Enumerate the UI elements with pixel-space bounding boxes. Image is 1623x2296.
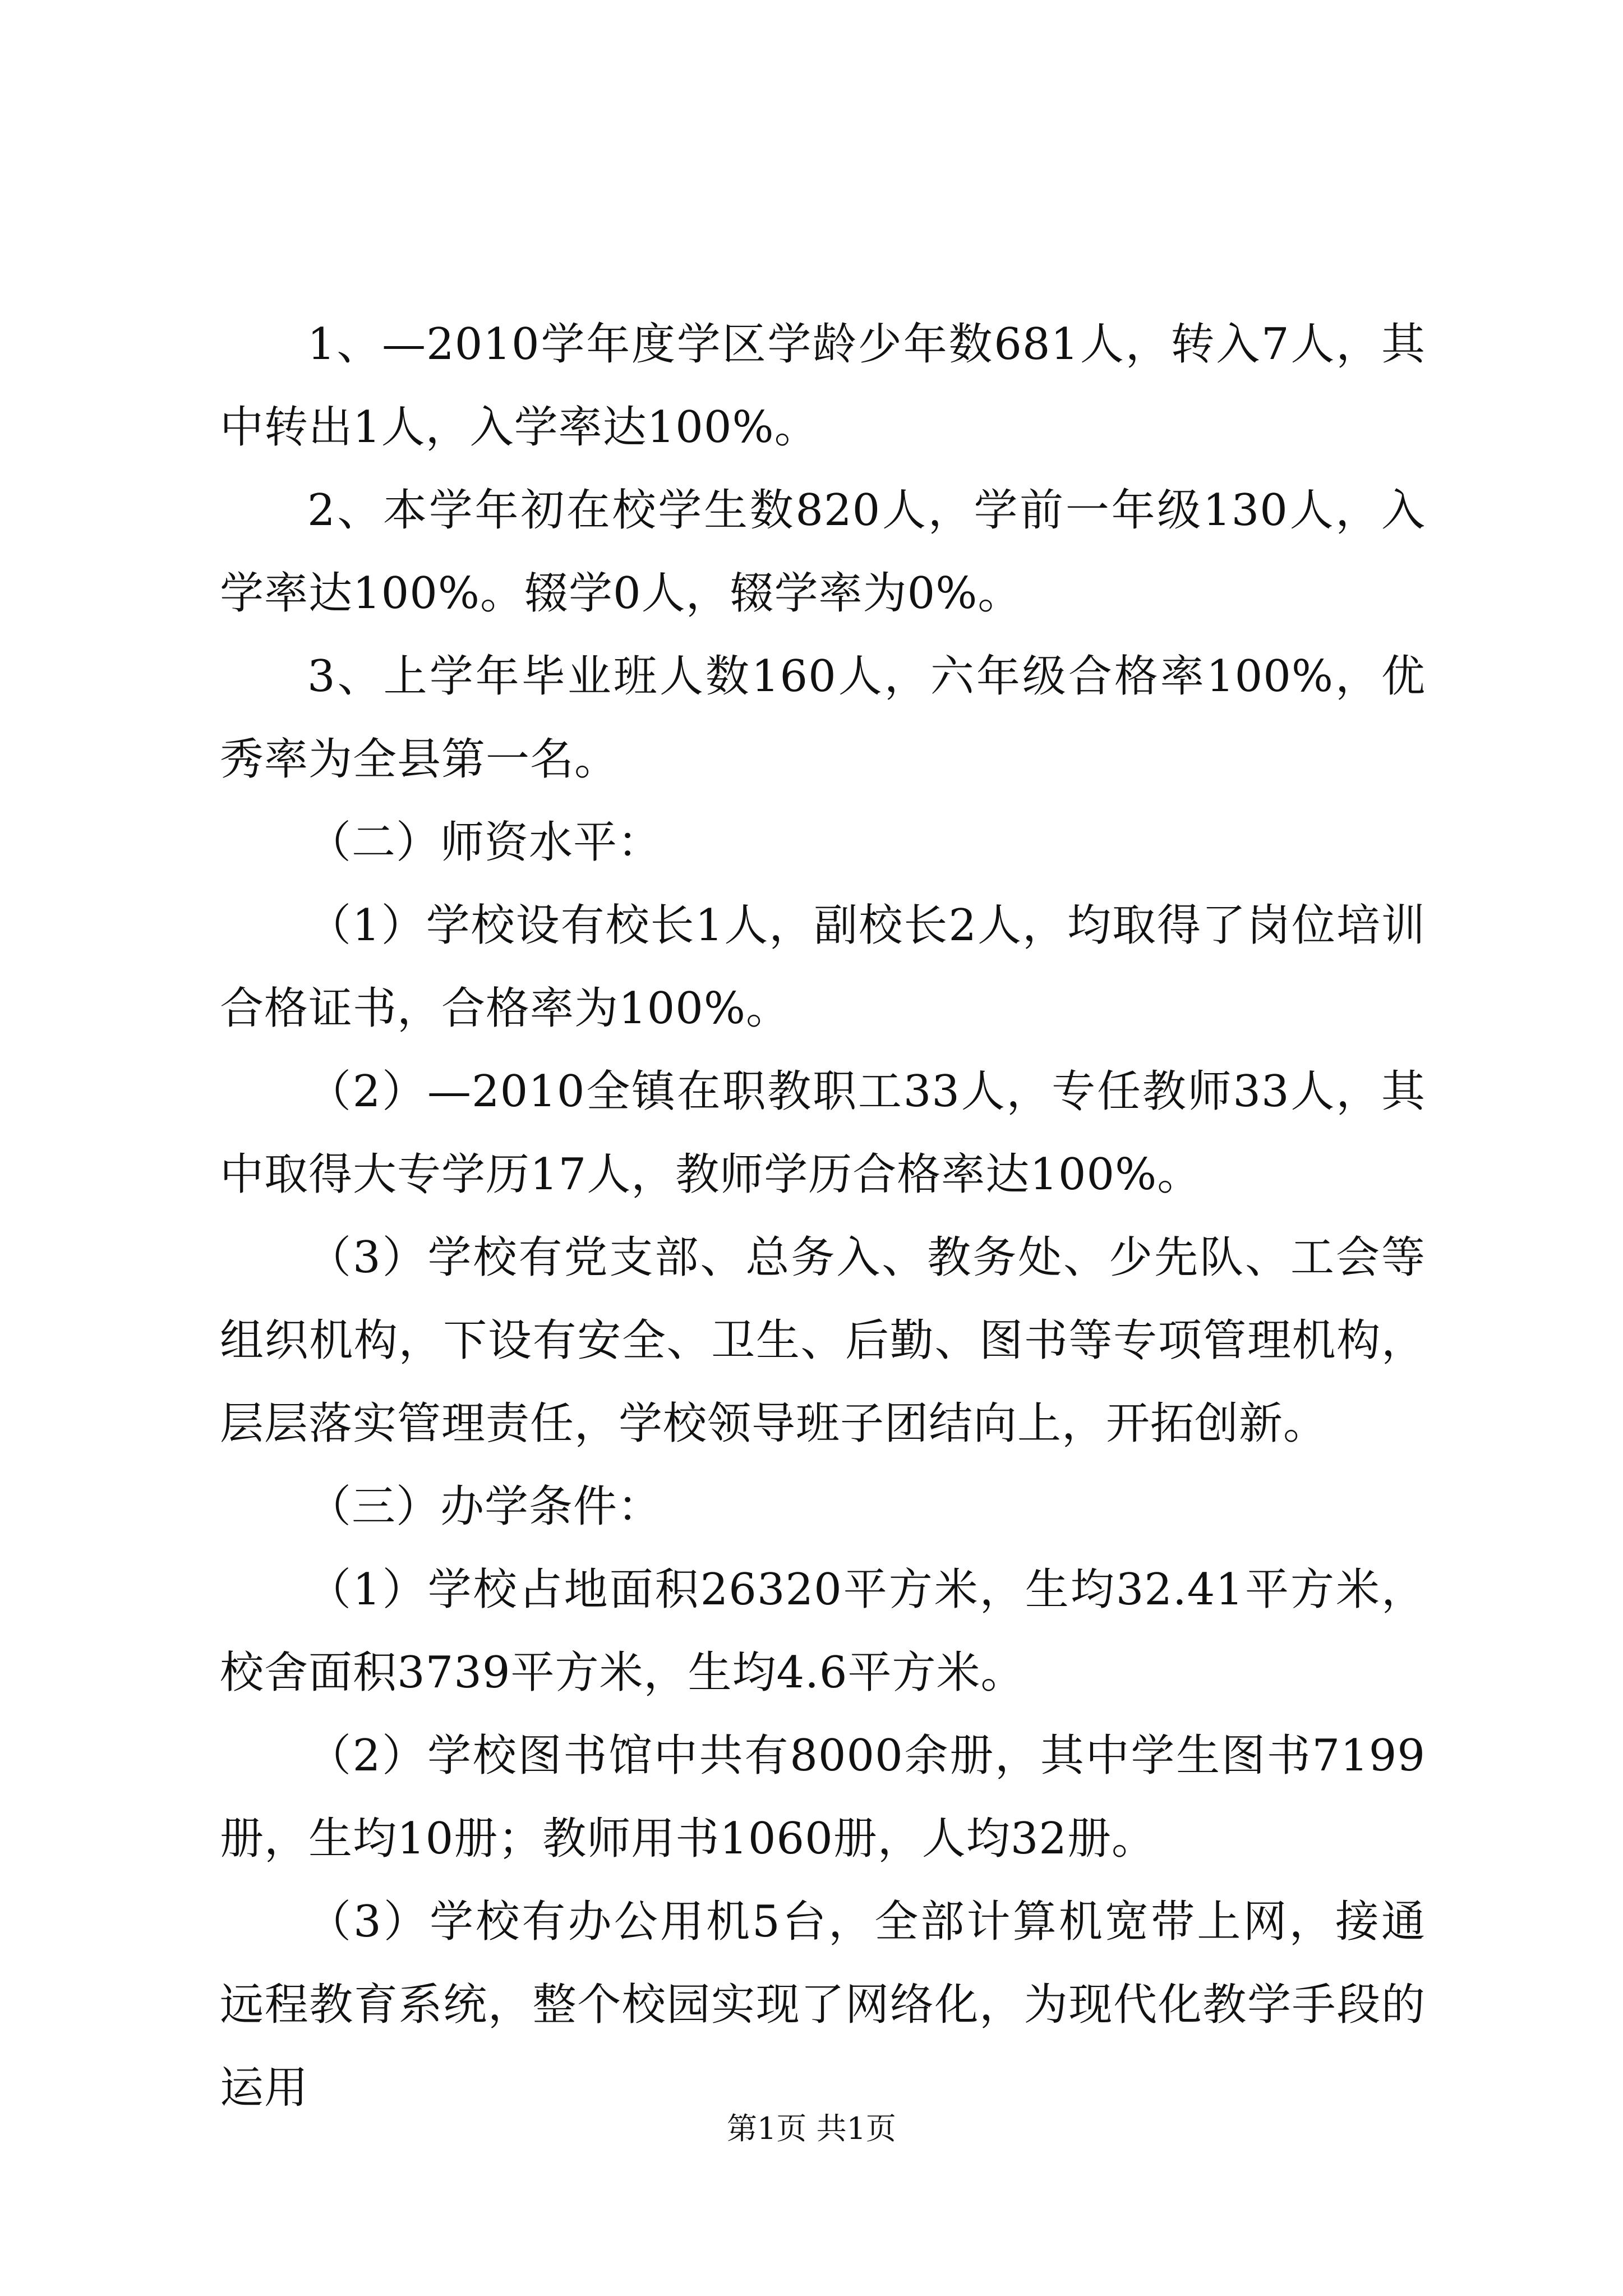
paragraph-enrollment: 1、—2010学年度学区学龄少年数681人，转入7人，其中转出1人，入学率达100%。	[220, 319, 1426, 453]
paragraph-students: 2、本学年初在校学生数820人，学前一年级130人，入学率达100%。辍学0人，辍学率为0%。	[220, 485, 1426, 619]
paragraph-organization: （3）学校有党支部、总务入、教务处、少先队、工会等组织机构，下设有安全、卫生、后勤、图书等专项管理机构，层层落实管理责任，学校领导班子团结向上，开拓创新。	[220, 1232, 1426, 1449]
paragraph-staff: （2）—2010全镇在职教职工33人，专任教师33人，其中取得大专学历17人，教师学历合格率达100%。	[220, 1066, 1426, 1200]
page-number: 第1页 共1页	[727, 2111, 896, 2146]
paragraph-library: （2）学校图书馆中共有8000余册，其中学生图书7199册，生均10册；教师用书1060册，人均32册。	[220, 1731, 1426, 1864]
document-body	[220, 303, 1426, 2129]
paragraph-computers: （3）学校有办公用机5台，全部计算机宽带上网，接通远程教育系统，整个校园实现了网络化，为现代化教学手段的运用	[220, 1897, 1426, 2113]
paragraph-campus-area: （1）学校占地面积26320平方米，生均32.41平方米，校舍面积3739平方米，生均4.6平方米。	[220, 1565, 1426, 1698]
paragraph-graduates: 3、上学年毕业班人数160人，六年级合格率100%，优秀率为全县第一名。	[220, 651, 1426, 785]
page-footer	[0, 2109, 1623, 2148]
section-heading-teachers: （二）师资水平：	[307, 817, 662, 868]
section-heading-conditions: （三）办学条件：	[307, 1481, 662, 1532]
paragraph-principals: （1）学校设有校长1人，副校长2人，均取得了岗位培训合格证书，合格率为100%。	[220, 900, 1426, 1034]
